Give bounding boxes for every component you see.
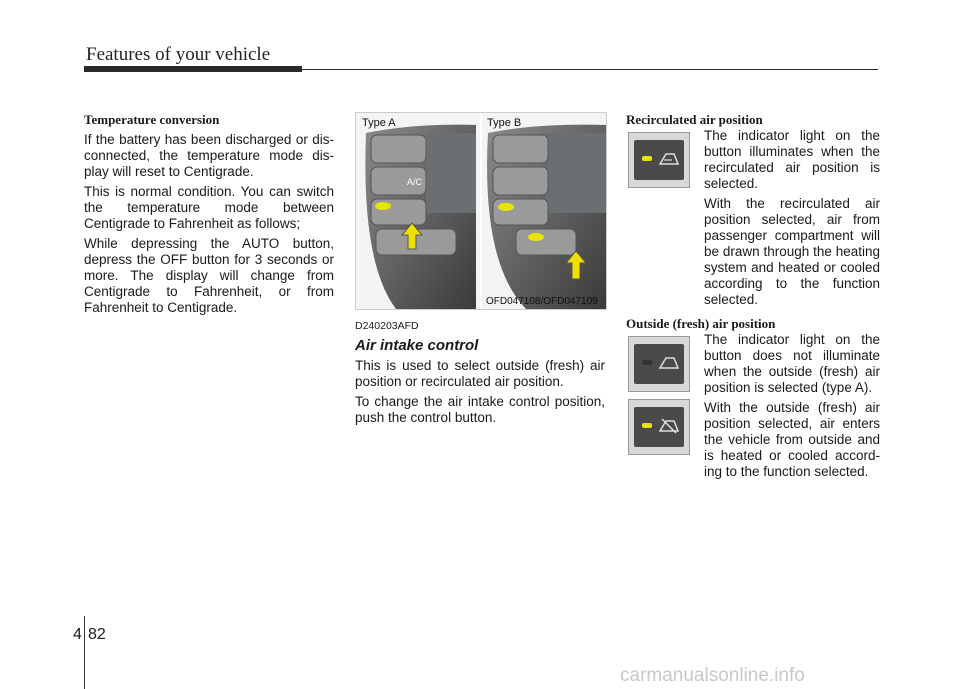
type-b-label: Type B [487,117,522,129]
climate-control-figure [355,112,607,310]
footer-divider [84,616,85,689]
page-number: 82 [88,626,106,643]
outside-light-off [642,360,652,365]
recirc-icon-off [660,358,678,368]
outside-text-block [704,332,880,480]
chapter-number: 4 [73,626,82,643]
recirc-paragraph-2: With the recirculated air position selected, air from passenger compartment will be drawn through the heating system and heated or cooled according to the function selected. [704,196,880,307]
header-thick-bar [84,66,302,72]
page-header-title: Features of your vehicle [86,44,271,65]
outside-light-on [642,423,652,428]
middle-paragraph-1: This is used to select outside (fresh) air position or recirculated air position. [355,358,605,389]
recirc-paragraph-1: The indicator light on the button illuminates when the recirculated air position is selected. [704,128,880,191]
recirc-icon [660,154,678,164]
left-column [84,112,334,320]
recirc-light-on [642,156,652,161]
temperature-conversion-heading: Temperature conversion [84,112,220,127]
indicator-light-b1 [498,203,514,211]
outside-paragraph-1: The indicator light on the button does not illuminate when the outside (fresh) air position is selected (type A). [704,332,880,395]
outside-indicator-image-b [628,399,690,455]
outside-paragraph-2: With the outside (fresh) air position selected, air enters the vehicle from outside and is heated or cooled accord-ing to the function selected. [704,400,880,479]
header-thin-line [302,69,878,70]
indicator-light-b2 [528,233,544,241]
ac-label-a: A/C [407,177,423,187]
air-intake-heading: Air intake control [355,337,479,354]
figure-caption: OFD047108/OFD047109 [486,296,598,307]
recirc-text-block [704,128,880,308]
recirculated-heading: Recirculated air position [626,112,763,127]
left-paragraph-2: This is normal condition. You can switch the temperature mode between Centigrade to Fahrenheit as follows; [84,184,334,231]
section-code: D240203AFD [355,320,419,332]
left-paragraph-1: If the battery has been discharged or dis-connected, the temperature mode dis-play will reset to Centigrade. [84,132,334,179]
recirc-indicator-image [628,132,690,188]
outside-air-heading: Outside (fresh) air position [626,316,776,331]
outside-indicator-image-a [628,336,690,392]
type-a-label: Type A [362,117,396,129]
climate-panel-illustration [356,113,606,309]
middle-paragraph-2: To change the air intake control position, push the control button. [355,394,605,425]
middle-column [355,318,605,430]
left-paragraph-3: While depressing the AUTO button, depress the OFF button for 3 seconds or more. The display will change from Centigrade to Fahrenheit, or from Fahrenheit to Centigrade. [84,236,334,315]
indicator-light-a [375,202,391,210]
watermark: carmanualsonline.info [620,665,805,686]
